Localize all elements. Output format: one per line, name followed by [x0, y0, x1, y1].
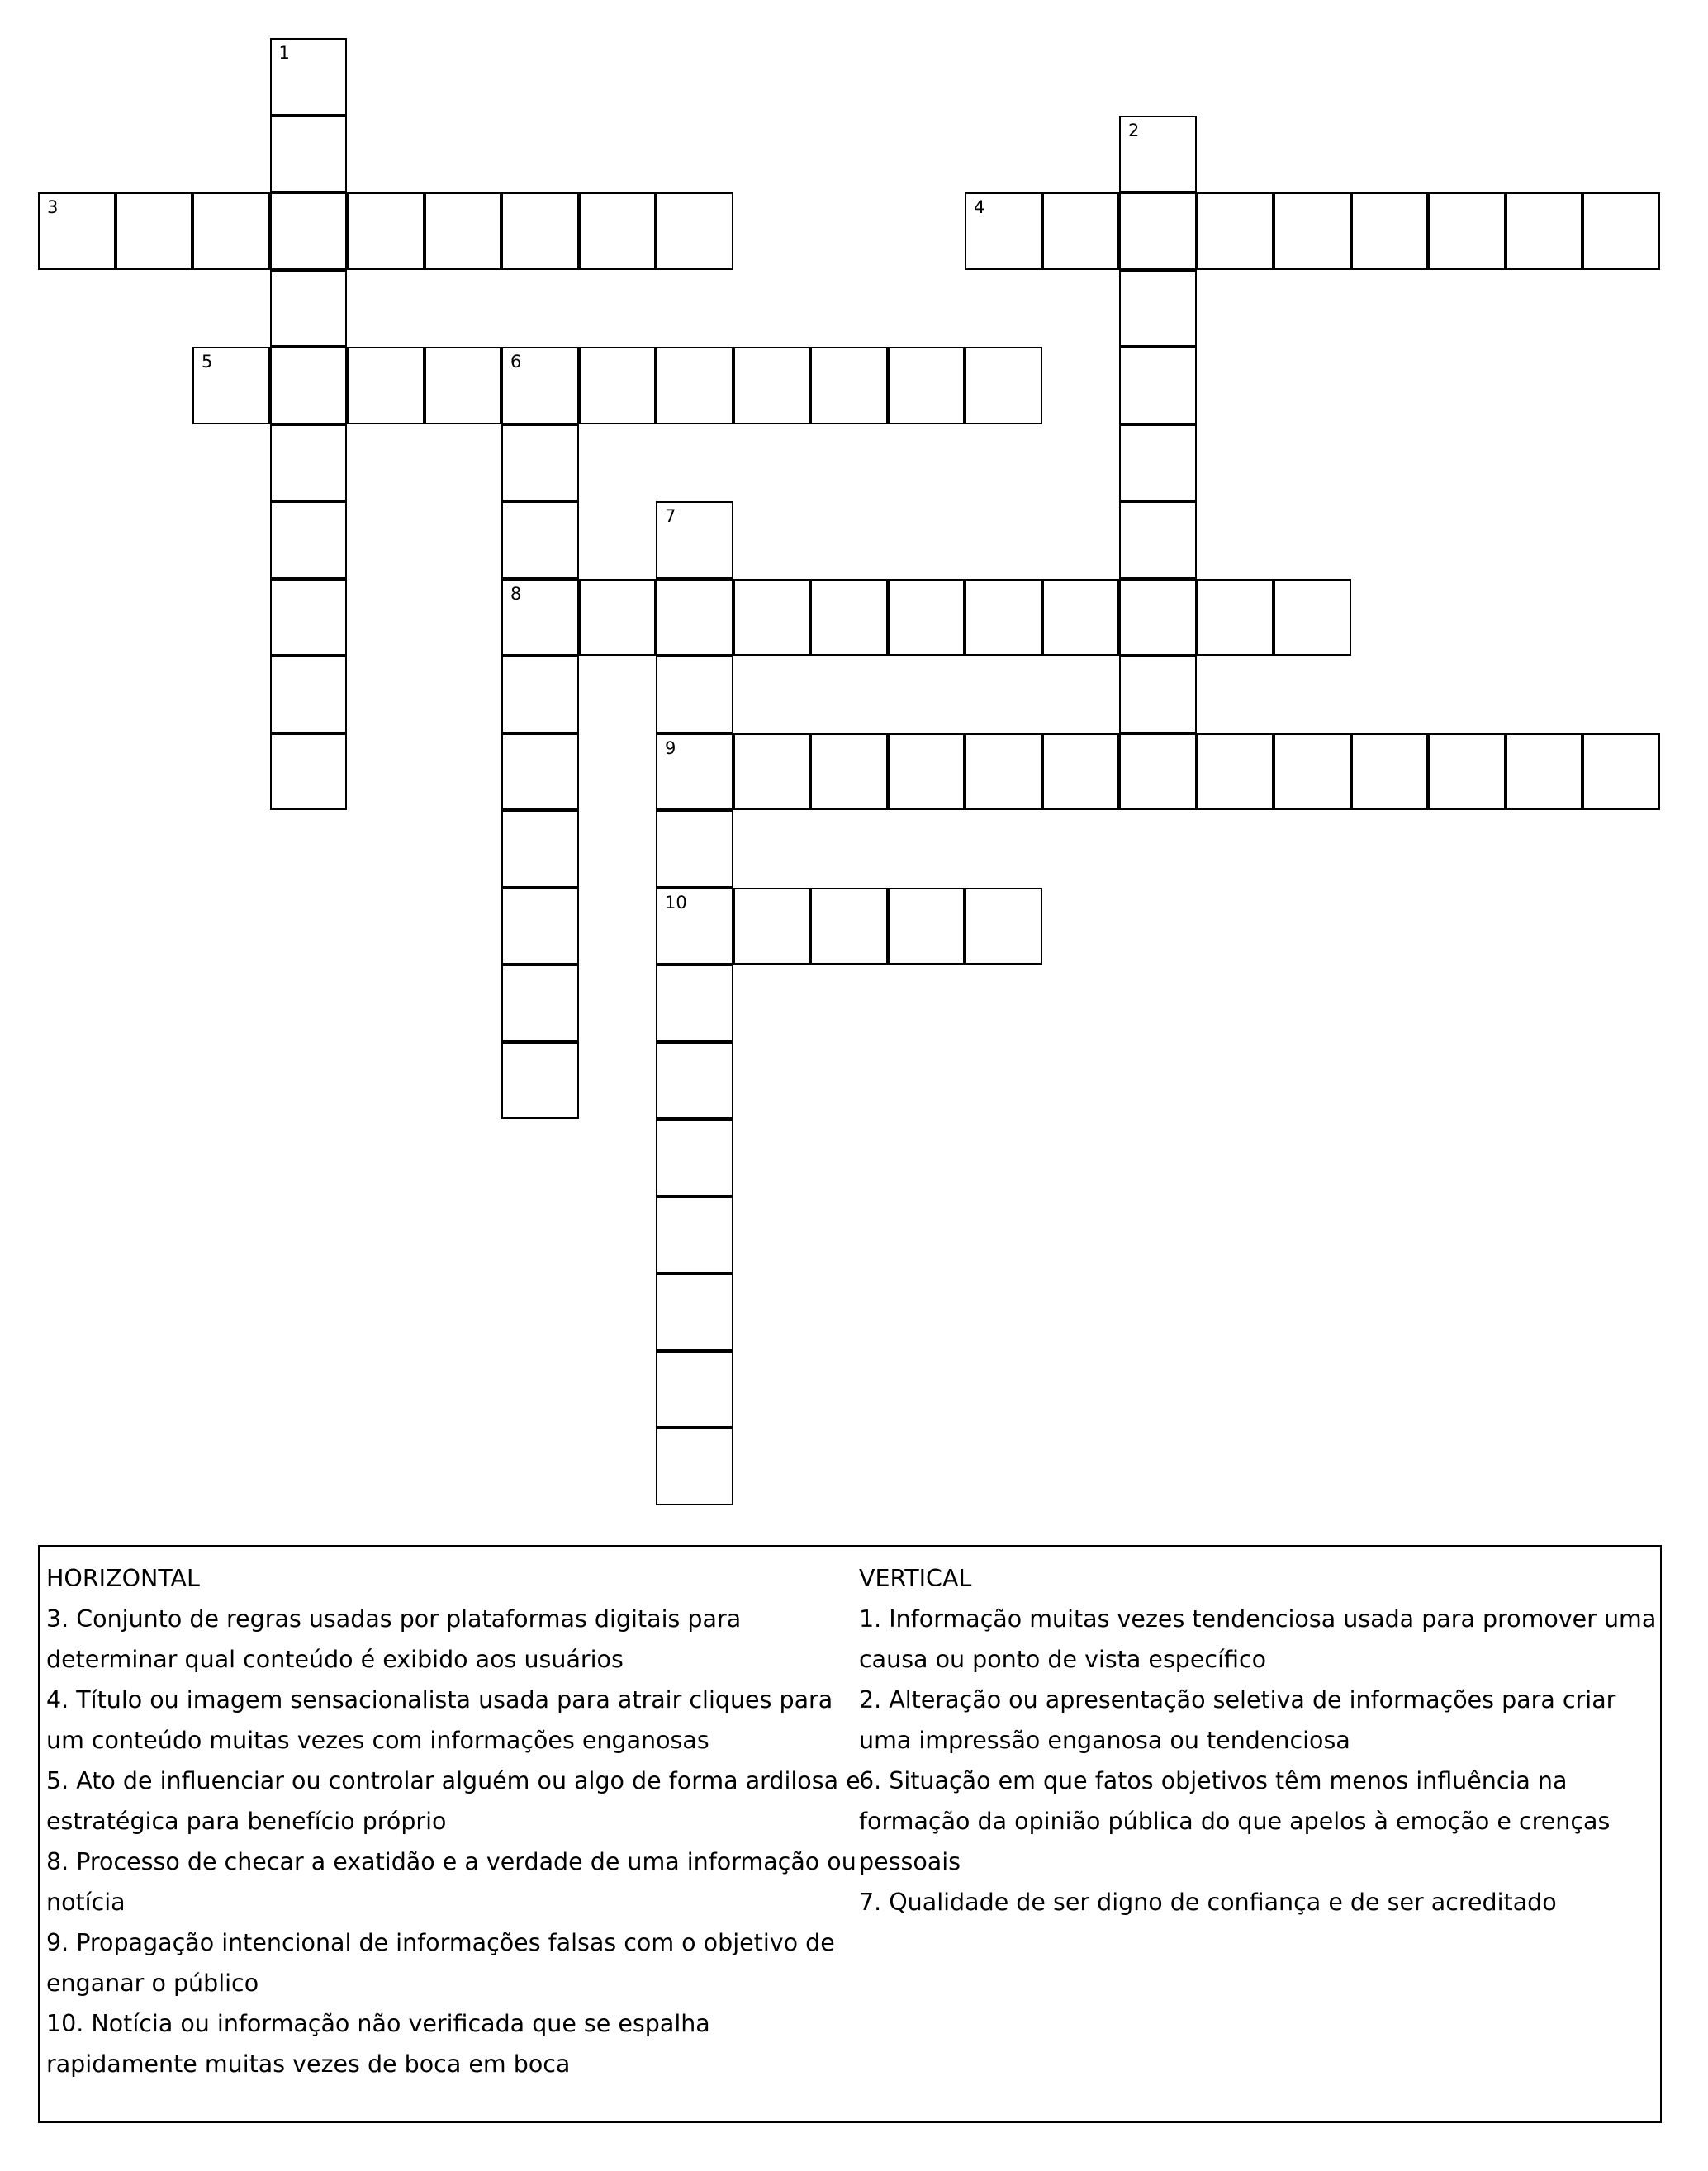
grid-cell-r9-c3[interactable] — [270, 733, 348, 811]
grid-cell-r2-c15[interactable] — [1197, 192, 1274, 270]
clue-across-10: 10. Notícia ou informação não verificada que se espalha rapidamente muitas vezes de boca em boca — [46, 2010, 710, 2078]
grid-cell-r3-c14[interactable] — [1119, 270, 1197, 348]
grid-cell-r8-c3[interactable] — [270, 656, 348, 733]
grid-cell-r2-c5[interactable] — [425, 192, 502, 270]
grid-cell-r9-c19[interactable] — [1506, 733, 1583, 811]
grid-cell-r8-c14[interactable] — [1119, 656, 1197, 733]
grid-cell-r9-c8[interactable] — [656, 733, 733, 811]
grid-cell-r8-c6[interactable] — [501, 656, 579, 733]
grid-cell-r9-c15[interactable] — [1197, 733, 1274, 811]
grid-cell-r15-c8[interactable] — [656, 1197, 733, 1274]
grid-cell-r6-c3[interactable] — [270, 501, 348, 579]
grid-cell-r7-c15[interactable] — [1197, 579, 1274, 657]
grid-cell-r11-c6[interactable] — [501, 888, 579, 965]
grid-cell-r6-c8[interactable] — [656, 501, 733, 579]
grid-cell-r0-c3[interactable] — [270, 38, 348, 116]
grid-cell-r9-c14[interactable] — [1119, 733, 1197, 811]
grid-cell-r7-c10[interactable] — [810, 579, 888, 657]
grid-cell-r9-c11[interactable] — [888, 733, 965, 811]
clue-number-1: 1 — [278, 43, 290, 63]
grid-cell-r2-c18[interactable] — [1428, 192, 1506, 270]
grid-cell-r3-c3[interactable] — [270, 270, 348, 348]
grid-cell-r7-c7[interactable] — [579, 579, 657, 657]
grid-cell-r7-c11[interactable] — [888, 579, 965, 657]
grid-cell-r2-c2[interactable] — [192, 192, 270, 270]
clue-number-8: 8 — [510, 583, 522, 604]
grid-cell-r11-c12[interactable] — [965, 888, 1042, 965]
clue-across-8: 8. Processo de checar a exatidão e a verdade de uma informação ou notícia — [46, 1848, 856, 1916]
grid-cell-r4-c4[interactable] — [347, 347, 425, 424]
down-title: VERTICAL — [859, 1565, 972, 1592]
clue-number-9: 9 — [665, 737, 676, 758]
grid-cell-r1-c3[interactable] — [270, 116, 348, 193]
grid-cell-r9-c17[interactable] — [1351, 733, 1429, 811]
grid-cell-r2-c3[interactable] — [270, 192, 348, 270]
grid-cell-r2-c4[interactable] — [347, 192, 425, 270]
grid-cell-r7-c12[interactable] — [965, 579, 1042, 657]
grid-cell-r11-c10[interactable] — [810, 888, 888, 965]
grid-cell-r9-c20[interactable] — [1582, 733, 1660, 811]
clue-number-5: 5 — [202, 352, 213, 372]
grid-cell-r17-c8[interactable] — [656, 1351, 733, 1429]
grid-cell-r2-c7[interactable] — [579, 192, 657, 270]
grid-cell-r7-c6[interactable] — [501, 579, 579, 657]
grid-cell-r4-c3[interactable] — [270, 347, 348, 424]
grid-cell-r12-c8[interactable] — [656, 965, 733, 1042]
grid-cell-r1-c14[interactable] — [1119, 116, 1197, 193]
clue-across-5: 5. Ato de influenciar ou controlar alguém ou algo de forma ardilosa e estratégica para benefício próprio — [46, 1767, 861, 1835]
grid-cell-r4-c7[interactable] — [579, 347, 657, 424]
clue-number-3: 3 — [47, 197, 59, 217]
grid-cell-r4-c14[interactable] — [1119, 347, 1197, 424]
grid-cell-r5-c6[interactable] — [501, 424, 579, 502]
grid-cell-r18-c8[interactable] — [656, 1428, 733, 1505]
grid-cell-r9-c18[interactable] — [1428, 733, 1506, 811]
grid-cell-r2-c20[interactable] — [1582, 192, 1660, 270]
grid-cell-r5-c3[interactable] — [270, 424, 348, 502]
clue-number-6: 6 — [510, 352, 522, 372]
grid-cell-r7-c3[interactable] — [270, 579, 348, 657]
grid-cell-r4-c10[interactable] — [810, 347, 888, 424]
clue-down-6: 6. Situação em que fatos objetivos têm menos influência na formação da opinião pública do que apelos à emoção e crenças pessoais — [859, 1767, 1611, 1875]
grid-cell-r2-c0[interactable] — [38, 192, 116, 270]
grid-cell-r7-c9[interactable] — [733, 579, 811, 657]
clues-panel — [38, 1545, 1662, 2123]
grid-cell-r9-c6[interactable] — [501, 733, 579, 811]
grid-cell-r7-c14[interactable] — [1119, 579, 1197, 657]
clue-number-10: 10 — [665, 892, 687, 912]
grid-cell-r13-c6[interactable] — [501, 1042, 579, 1120]
grid-cell-r4-c6[interactable] — [501, 347, 579, 424]
grid-cell-r7-c13[interactable] — [1042, 579, 1120, 657]
grid-cell-r2-c12[interactable] — [965, 192, 1042, 270]
grid-cell-r7-c8[interactable] — [656, 579, 733, 657]
grid-cell-r11-c9[interactable] — [733, 888, 811, 965]
grid-cell-r4-c12[interactable] — [965, 347, 1042, 424]
grid-cell-r6-c6[interactable] — [501, 501, 579, 579]
grid-cell-r2-c16[interactable] — [1274, 192, 1351, 270]
clue-number-2: 2 — [1128, 120, 1140, 140]
grid-cell-r10-c6[interactable] — [501, 810, 579, 888]
grid-cell-r9-c16[interactable] — [1274, 733, 1351, 811]
across-clues — [46, 1558, 864, 2084]
clue-down-2: 2. Alteração ou apresentação seletiva de informações para criar uma impressão enganosa ou tendenciosa — [859, 1686, 1616, 1754]
grid-cell-r9-c12[interactable] — [965, 733, 1042, 811]
grid-cell-r16-c8[interactable] — [656, 1273, 733, 1351]
clue-across-4: 4. Título ou imagem sensacionalista usada para atrair cliques para um conteúdo muitas vezes com informações enganosas — [46, 1686, 833, 1754]
grid-cell-r4-c9[interactable] — [733, 347, 811, 424]
grid-cell-r14-c8[interactable] — [656, 1119, 733, 1197]
grid-cell-r5-c14[interactable] — [1119, 424, 1197, 502]
grid-cell-r2-c6[interactable] — [501, 192, 579, 270]
grid-cell-r13-c8[interactable] — [656, 1042, 733, 1120]
clue-number-7: 7 — [665, 506, 676, 526]
grid-cell-r6-c14[interactable] — [1119, 501, 1197, 579]
grid-cell-r8-c8[interactable] — [656, 656, 733, 733]
grid-cell-r2-c1[interactable] — [116, 192, 193, 270]
grid-cell-r9-c13[interactable] — [1042, 733, 1120, 811]
grid-cell-r10-c8[interactable] — [656, 810, 733, 888]
grid-cell-r2-c17[interactable] — [1351, 192, 1429, 270]
grid-cell-r2-c8[interactable] — [656, 192, 733, 270]
clue-across-3: 3. Conjunto de regras usadas por plataformas digitais para determinar qual conteúdo é exibido aos usuários — [46, 1605, 742, 1673]
grid-cell-r2-c14[interactable] — [1119, 192, 1197, 270]
grid-cell-r4-c2[interactable] — [192, 347, 270, 424]
grid-cell-r9-c9[interactable] — [733, 733, 811, 811]
clue-across-9: 9. Propagação intencional de informações falsas com o objetivo de enganar o público — [46, 1929, 835, 1997]
grid-cell-r11-c8[interactable] — [656, 888, 733, 965]
down-clues — [859, 1558, 1657, 1922]
grid-cell-r4-c8[interactable] — [656, 347, 733, 424]
grid-cell-r12-c6[interactable] — [501, 965, 579, 1042]
grid-cell-r9-c10[interactable] — [810, 733, 888, 811]
grid-cell-r7-c16[interactable] — [1274, 579, 1351, 657]
grid-cell-r11-c11[interactable] — [888, 888, 965, 965]
clue-down-1: 1. Informação muitas vezes tendenciosa usada para promover uma causa ou ponto de vista específico — [859, 1605, 1657, 1673]
clue-down-7: 7. Qualidade de ser digno de confiança e de ser acreditado — [859, 1889, 1557, 1916]
clue-number-4: 4 — [974, 197, 985, 217]
grid-cell-r4-c5[interactable] — [425, 347, 502, 424]
grid-cell-r4-c11[interactable] — [888, 347, 965, 424]
across-title: HORIZONTAL — [46, 1565, 200, 1592]
grid-cell-r2-c19[interactable] — [1506, 192, 1583, 270]
grid-cell-r2-c13[interactable] — [1042, 192, 1120, 270]
